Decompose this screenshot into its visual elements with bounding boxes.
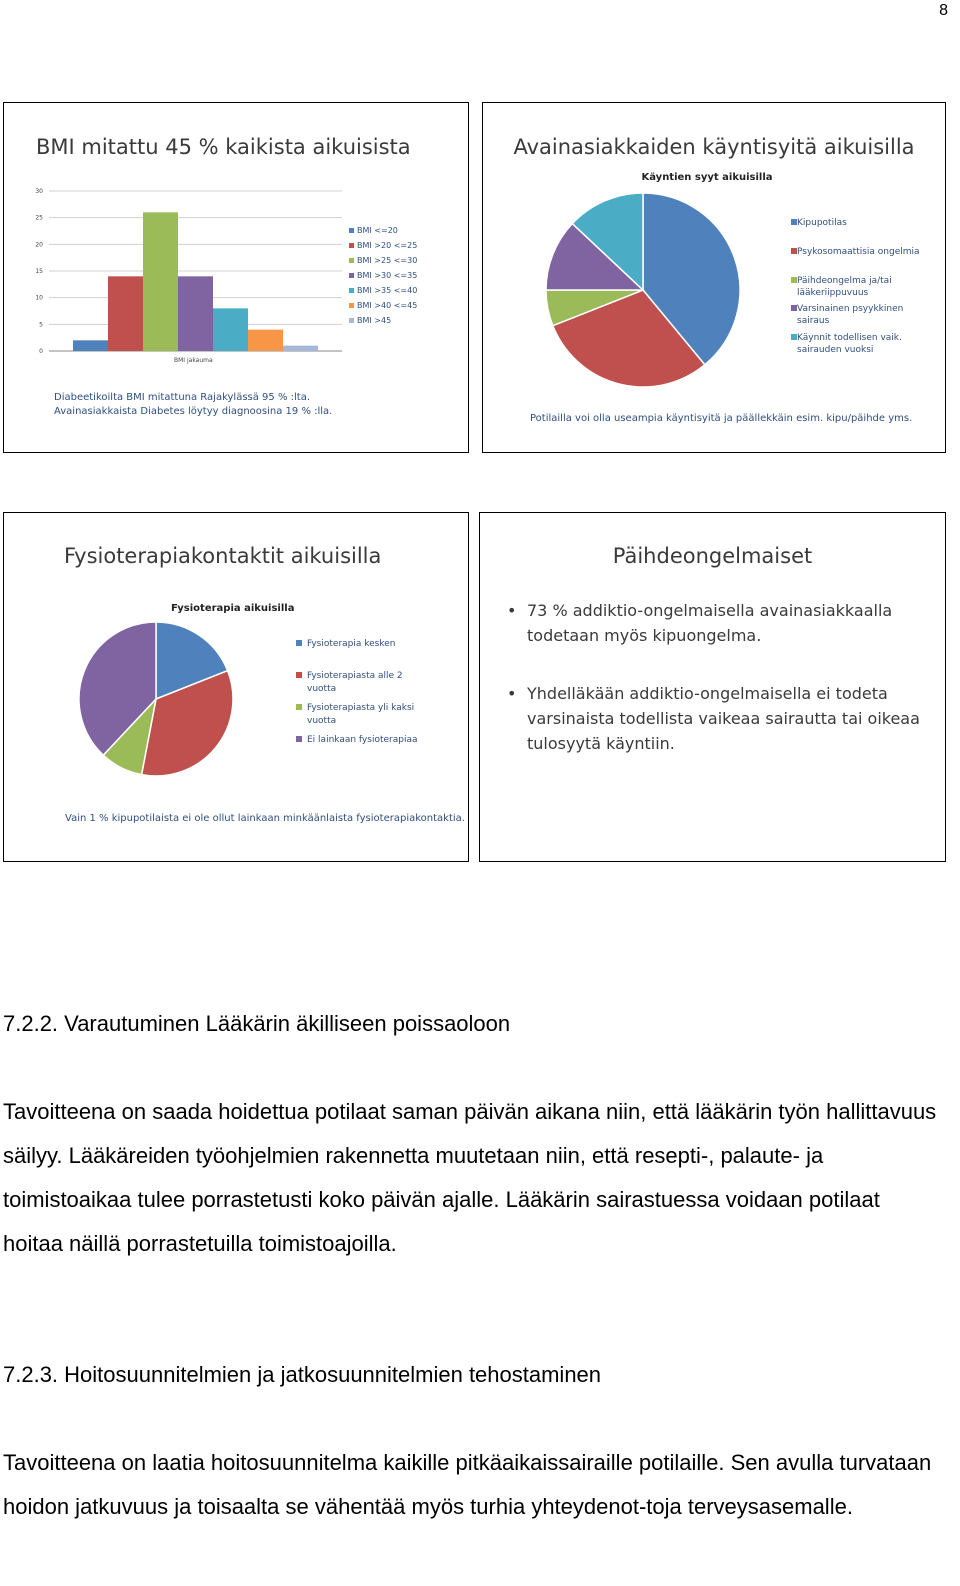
- legend-label: Varsinainen psyykkinen: [797, 304, 904, 314]
- slide-substance: [479, 512, 946, 862]
- bar: [73, 340, 108, 351]
- legend-label: BMI >20 <=25: [357, 241, 418, 250]
- legend-swatch: [349, 273, 354, 278]
- bmi-bar-chart: [4, 103, 468, 452]
- bullet-item: • Yhdelläkään addiktio-ongelmaisella ei todeta varsinaista todellista vaikeaa sairautta tai oikeaa tulosyytä käyntiin.: [505, 681, 933, 756]
- chart-note: Avainasiakkaista Diabetes löytyy diagnoosina 19 % :lla.: [54, 406, 333, 417]
- physio-pie-chart: [4, 513, 468, 861]
- legend-label: Käynnit todellisen vaik.: [797, 333, 902, 343]
- legend-label: sairaus: [797, 316, 830, 326]
- section-heading: 7.2.2. Varautuminen Lääkärin äkilliseen poissaoloon: [3, 1011, 511, 1036]
- chart-subtitle: Käyntien syyt aikuisilla: [641, 172, 773, 183]
- section-heading: 7.2.3. Hoitosuunnitelmien ja jatkosuunnitelmien tehostaminen: [3, 1362, 602, 1387]
- legend-swatch: [296, 672, 302, 678]
- legend-label: Fysioterapiasta alle 2: [307, 671, 403, 681]
- bullet-item: • 73 % addiktio-ongelmaisella avainasiakkaalla todetaan myös kipuongelma.: [505, 598, 933, 648]
- slide-title: Avainasiakkaiden käyntisyitä aikuisilla: [513, 135, 915, 159]
- slide-bmi: [3, 102, 469, 453]
- bar: [178, 276, 213, 351]
- legend-label: vuotta: [307, 684, 337, 694]
- legend-label: Fysioterapiasta yli kaksi: [307, 703, 415, 713]
- bar: [283, 346, 318, 351]
- bar: [248, 330, 283, 351]
- y-tick-label: 0: [39, 348, 43, 355]
- bar: [108, 276, 143, 351]
- slide-visits: [482, 102, 946, 453]
- legend-label: BMI >25 <=30: [357, 256, 418, 265]
- legend-label: Päihdeongelma ja/tai: [797, 276, 892, 286]
- legend-label: vuotta: [307, 716, 337, 726]
- visits-pie-chart: [483, 103, 945, 452]
- y-tick-label: 20: [35, 241, 43, 249]
- y-tick-label: 30: [35, 188, 43, 195]
- slide-title: Päihdeongelmaiset: [612, 544, 813, 568]
- legend-label: Fysioterapia kesken: [307, 639, 396, 649]
- legend-swatch: [349, 228, 354, 233]
- legend-swatch: [349, 303, 354, 308]
- slide-title: Fysioterapiakontaktit aikuisilla: [64, 544, 382, 568]
- page-number: 8: [939, 2, 948, 19]
- chart-note: Vain 1 % kipupotilaista ei ole ollut lainkaan minkäänlaista fysioterapiakontaktia.: [65, 813, 465, 824]
- chart-note: Diabeetikoilta BMI mitattuna Rajakylässä 95 % :lta.: [54, 392, 311, 403]
- legend-label: BMI >35 <=40: [357, 286, 418, 295]
- legend-label: Kipupotilas: [797, 218, 847, 228]
- legend-swatch: [296, 704, 302, 710]
- y-tick-label: 5: [39, 321, 43, 329]
- legend-swatch: [296, 640, 302, 646]
- paragraph: Tavoitteena on laatia hoitosuunnitelma kaikille pitkäaikaissairaille potilaille. Sen avulla turvataan hoidon jatkuvuus ja toisaalta se vähentää myös turhia yhteydenot-toja terveysasemalle.: [3, 1450, 932, 1519]
- y-tick-label: 15: [35, 268, 43, 275]
- slide-title: BMI mitattu 45 % kaikista aikuisista: [36, 135, 411, 159]
- legend-label: BMI >45: [357, 316, 392, 325]
- legend-label: sairauden vuoksi: [797, 345, 874, 355]
- legend-label: BMI >30 <=35: [357, 271, 418, 280]
- legend-label: BMI >40 <=45: [357, 301, 418, 310]
- legend-label: Ei lainkaan fysioterapiaa: [307, 735, 418, 745]
- legend-label: Psykosomaattisia ongelmia: [797, 247, 920, 257]
- legend-label: BMI <=20: [357, 226, 398, 235]
- paragraph: Tavoitteena on saada hoidettua potilaat saman päivän aikana niin, että lääkärin työn hallittavuus säilyy. Lääkäreiden työohjelmien rakennetta muutetaan niin, että resepti-, palaute- ja toimistoaikaa tulee porrastetusti koko päivän ajalle. Lääkärin sairastuessa voidaan potilaat hoitaa näillä porrastetuilla toimistoajoilla.: [3, 1099, 937, 1256]
- bar: [143, 212, 178, 351]
- legend-swatch: [349, 288, 354, 293]
- x-axis-label: BMI jakauma: [174, 357, 213, 364]
- bullet-list: [505, 598, 933, 789]
- y-tick-label: 25: [35, 214, 43, 222]
- legend-swatch: [349, 258, 354, 263]
- legend-swatch: [349, 243, 354, 248]
- legend-swatch: [349, 318, 354, 323]
- legend-swatch: [296, 736, 302, 742]
- legend-label: lääkeriippuvuus: [797, 288, 869, 298]
- slide-physio: [3, 512, 469, 862]
- bar: [213, 308, 248, 351]
- chart-note: Potilailla voi olla useampia käyntisyitä ja päällekkäin esim. kipu/päihde yms.: [530, 413, 913, 424]
- y-tick-label: 10: [35, 294, 43, 302]
- chart-subtitle: Fysioterapia aikuisilla: [171, 603, 295, 614]
